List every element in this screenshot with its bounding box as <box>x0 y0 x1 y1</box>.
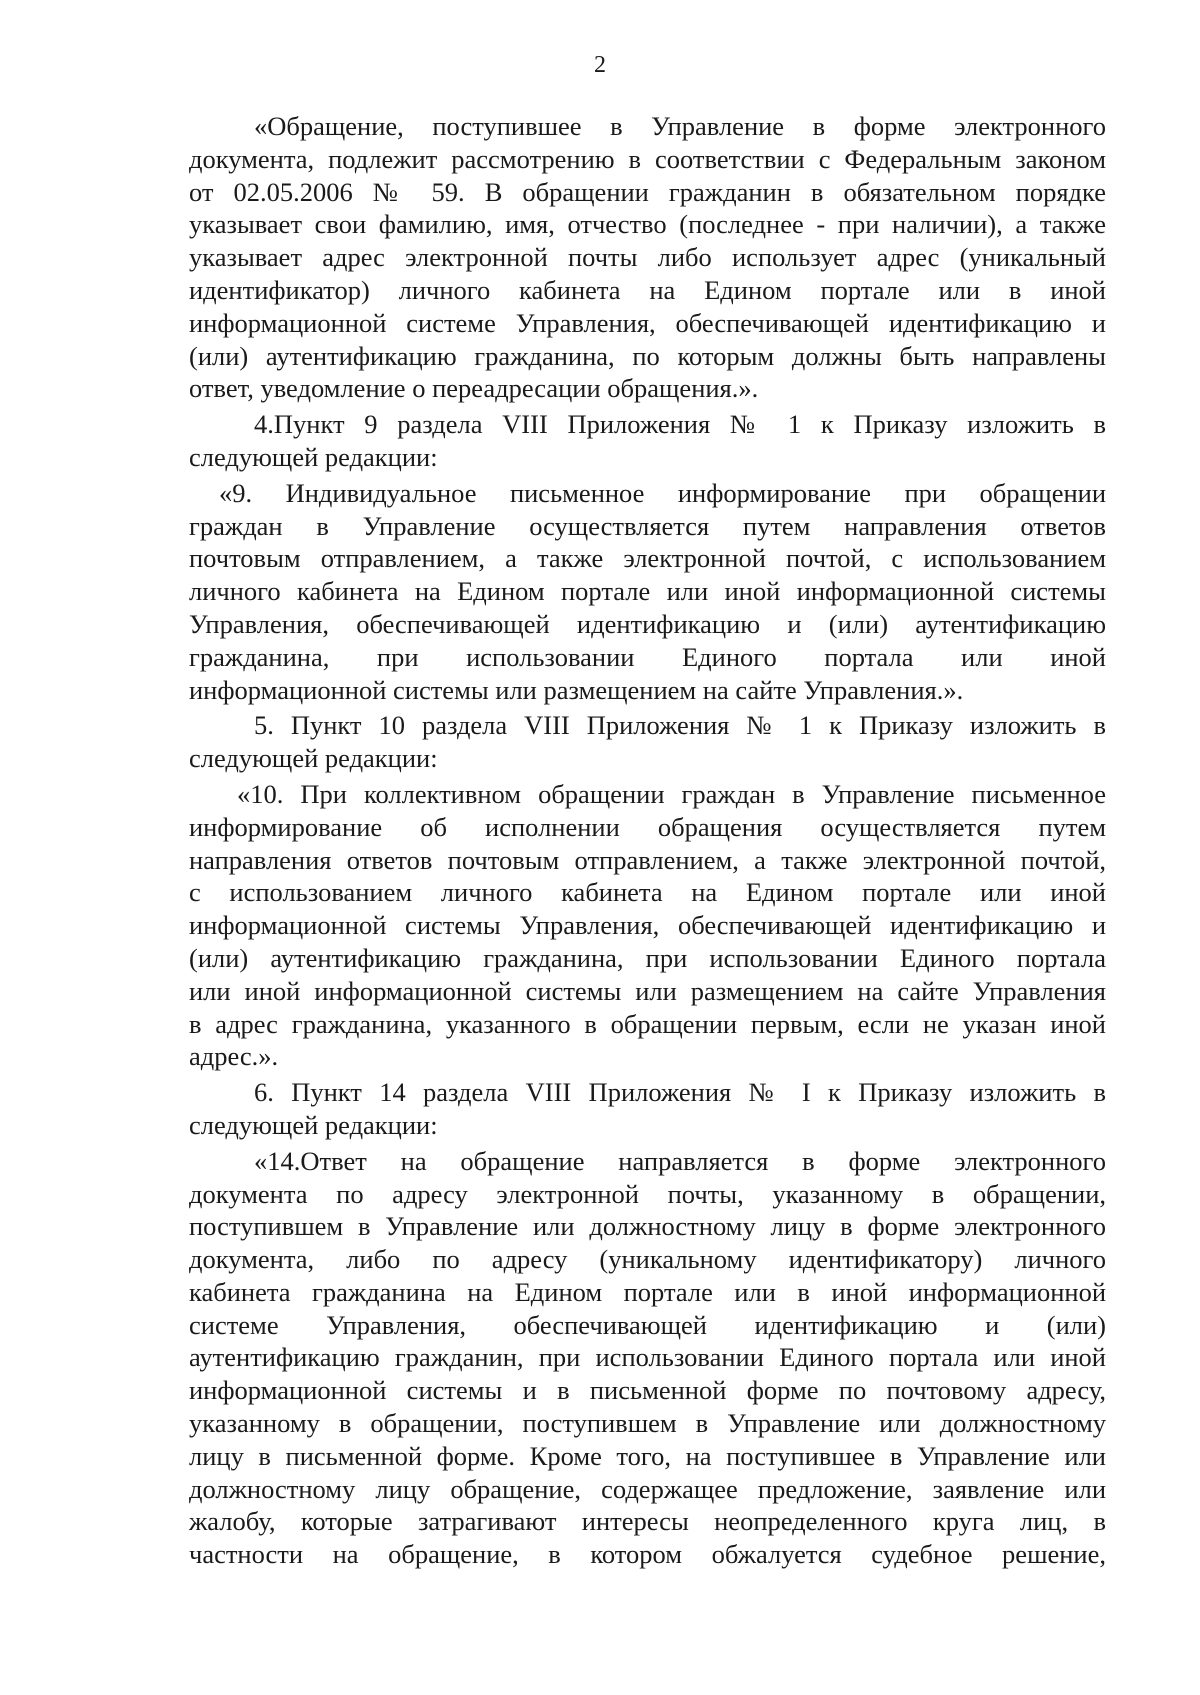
paragraph-line: личного кабинета на Едином портале или иной информационной системы <box>189 576 1106 607</box>
paragraph-line: информационной системы Управления, обеспечивающей идентификацию и <box>189 910 1106 941</box>
paragraph-line: ответ, уведомление о переадресации обращения.». <box>189 373 759 404</box>
paragraph-line: информирование об исполнении обращения осуществляется путем <box>189 811 1106 842</box>
paragraph-line: документа по адресу электронной почты, указанному в обращении, <box>189 1178 1106 1209</box>
page-number: 2 <box>594 52 606 78</box>
paragraph-line: «10. При коллективном обращении граждан в Управление письменное <box>237 778 1106 809</box>
paragraph-line: 4.Пункт 9 раздела VIII Приложения № 1 к Приказу изложить в <box>254 409 1106 440</box>
paragraph <box>189 408 1106 474</box>
paragraph-line: «14.Ответ на обращение направляется в форме электронного <box>254 1145 1106 1176</box>
paragraph-line: 6. Пункт 14 раздела VIII Приложения № I к Приказу изложить в <box>254 1077 1106 1108</box>
paragraph-line: кабинета гражданина на Едином портале или в иной информационной <box>189 1276 1106 1307</box>
paragraph-line: должностному лицу обращение, содержащее предложение, заявление или <box>189 1473 1106 1504</box>
paragraph-line: следующей редакции: <box>189 1109 438 1140</box>
paragraph-line: поступившем в Управление или должностному лицу в форме электронного <box>189 1211 1106 1242</box>
paragraph-line: системе Управления, обеспечивающей идентификацию и (или) <box>189 1309 1106 1340</box>
paragraph-line: информационной системы или размещением на сайте Управления.». <box>189 674 964 705</box>
paragraph-line: информационной системы и в письменной форме по почтовому адресу, <box>189 1375 1106 1406</box>
paragraph-line: направления ответов почтовым отправлением, а также электронной почтой, <box>189 844 1106 875</box>
paragraph-line: жалобу, которые затрагивают интересы неопределенного круга лиц, в <box>189 1506 1106 1537</box>
paragraph <box>189 1076 1106 1142</box>
paragraph-line: документа, подлежит рассмотрению в соответствии с Федеральным законом <box>189 143 1106 174</box>
paragraph <box>189 778 1106 1073</box>
paragraph-line: лицу в письменной форме. Кроме того, на поступившее в Управление или <box>189 1440 1106 1471</box>
paragraph <box>189 110 1106 405</box>
paragraph-line: граждан в Управление осуществляется путем направления ответов <box>189 510 1106 541</box>
paragraph-line: указанному в обращении, поступившем в Управление или должностному <box>189 1408 1106 1439</box>
paragraph-line: аутентификацию гражданин, при использовании Единого портала или иной <box>189 1342 1106 1373</box>
paragraph-line: следующей редакции: <box>189 743 438 774</box>
document-body <box>189 110 1106 1571</box>
paragraph-line: «9. Индивидуальное письменное информирование при обращении <box>219 477 1106 508</box>
paragraph-line: Управления, обеспечивающей идентификацию и (или) аутентификацию <box>189 608 1106 639</box>
paragraph <box>189 477 1106 707</box>
paragraph-line: от 02.05.2006 № 59. В обращении гражданин в обязательном порядке <box>189 176 1106 207</box>
paragraph-line: адрес.». <box>189 1041 279 1072</box>
paragraph-line: информационной системе Управления, обеспечивающей идентификацию и <box>189 307 1106 338</box>
paragraph-line: документа, либо по адресу (уникальному идентификатору) личного <box>189 1244 1106 1275</box>
paragraph <box>189 1145 1106 1571</box>
paragraph-line: с использованием личного кабинета на Едином портале или иной <box>189 877 1106 908</box>
paragraph-line: (или) аутентификацию гражданина, при использовании Единого портала <box>189 942 1106 973</box>
paragraph-line: (или) аутентификацию гражданина, по которым должны быть направлены <box>189 340 1106 371</box>
paragraph-line: следующей редакции: <box>189 441 438 472</box>
paragraph-line: гражданина, при использовании Единого портала или иной <box>189 641 1106 672</box>
paragraph <box>189 709 1106 775</box>
paragraph-line: частности на обращение, в котором обжалуется судебное решение, <box>189 1539 1106 1570</box>
paragraph-line: 5. Пункт 10 раздела VIII Приложения № 1 к Приказу изложить в <box>254 710 1106 741</box>
paragraph-line: почтовым отправлением, а также электронной почтой, с использованием <box>189 543 1106 574</box>
paragraph-line: идентификатор) личного кабинета на Едином портале или в иной <box>189 274 1106 305</box>
paragraph-line: указывает адрес электронной почты либо использует адрес (уникальный <box>189 242 1106 273</box>
paragraph-line: или иной информационной системы или размещением на сайте Управления <box>189 975 1106 1006</box>
paragraph-line: «Обращение, поступившее в Управление в форме электронного <box>254 111 1106 141</box>
paragraph-line: указывает свои фамилию, имя, отчество (последнее - при наличии), а также <box>189 209 1106 240</box>
paragraph-line: в адрес гражданина, указанного в обращении первым, если не указан иной <box>189 1008 1106 1039</box>
